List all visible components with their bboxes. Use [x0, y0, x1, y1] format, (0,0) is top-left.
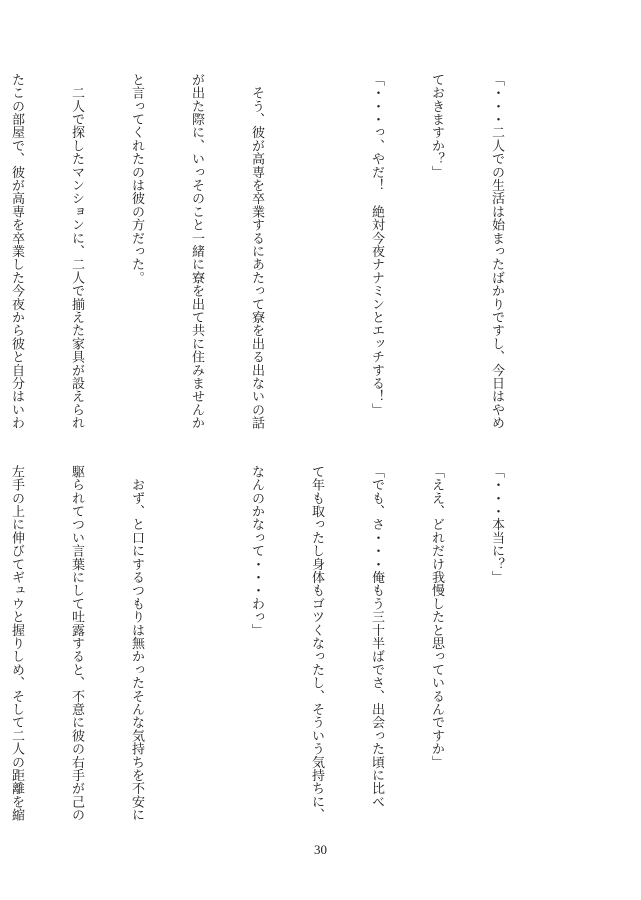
text-line: 「・・・本当に？」 [489, 465, 504, 584]
text-line: そう、彼が高専を卒業するにあたって寮を出る出ないの話 [249, 73, 264, 430]
text-line: たこの部屋で、彼が高専を卒業した今夜から彼と自分はいわ [9, 73, 24, 430]
text-line: 「ええ、どれだけ我慢したと思っているんですか」 [429, 465, 444, 769]
blank-line [306, 73, 326, 435]
text-line: ておきますか？」 [429, 73, 444, 179]
text-line: 「・・・っ、やだ！ 絶対今夜ナナミンとエッチする！」 [369, 73, 384, 417]
text-line: 「でも、さ・・・俺もう三十半ばでさ、出会った頃に比べ [369, 465, 384, 809]
text-line: 二人で探したマンションに、二人で揃えた家具が設えられ [69, 73, 84, 430]
text-line: おず、と口にするつもりは無かったそんな気持ちを不安に [129, 465, 144, 822]
text-line: が出た際に、いっそのこと一緒に寮を出て共に住みませんか [189, 73, 204, 430]
lower-text-block [9, 465, 546, 827]
text-line: 左手の上に伸びてギュウと握りしめ、そして二人の距離を縮 [9, 465, 24, 822]
text-line: 駆られてつい言葉にして吐露すると、不意に彼の右手が己の [69, 465, 84, 822]
page-number: 30 [314, 842, 327, 857]
text-line: 「・・・二人での生活は始まったばかりですし、今日はやめ [489, 73, 504, 430]
text-line: なんのかなって・・・わっ」 [249, 465, 264, 637]
upper-text-block [9, 73, 546, 435]
text-line: て年も取ったし身体もゴツくなったし、そういう気持ちに、 [309, 465, 324, 822]
blank-line [186, 465, 206, 827]
text-line: と言ってくれたのは彼の方だった。 [129, 73, 144, 285]
